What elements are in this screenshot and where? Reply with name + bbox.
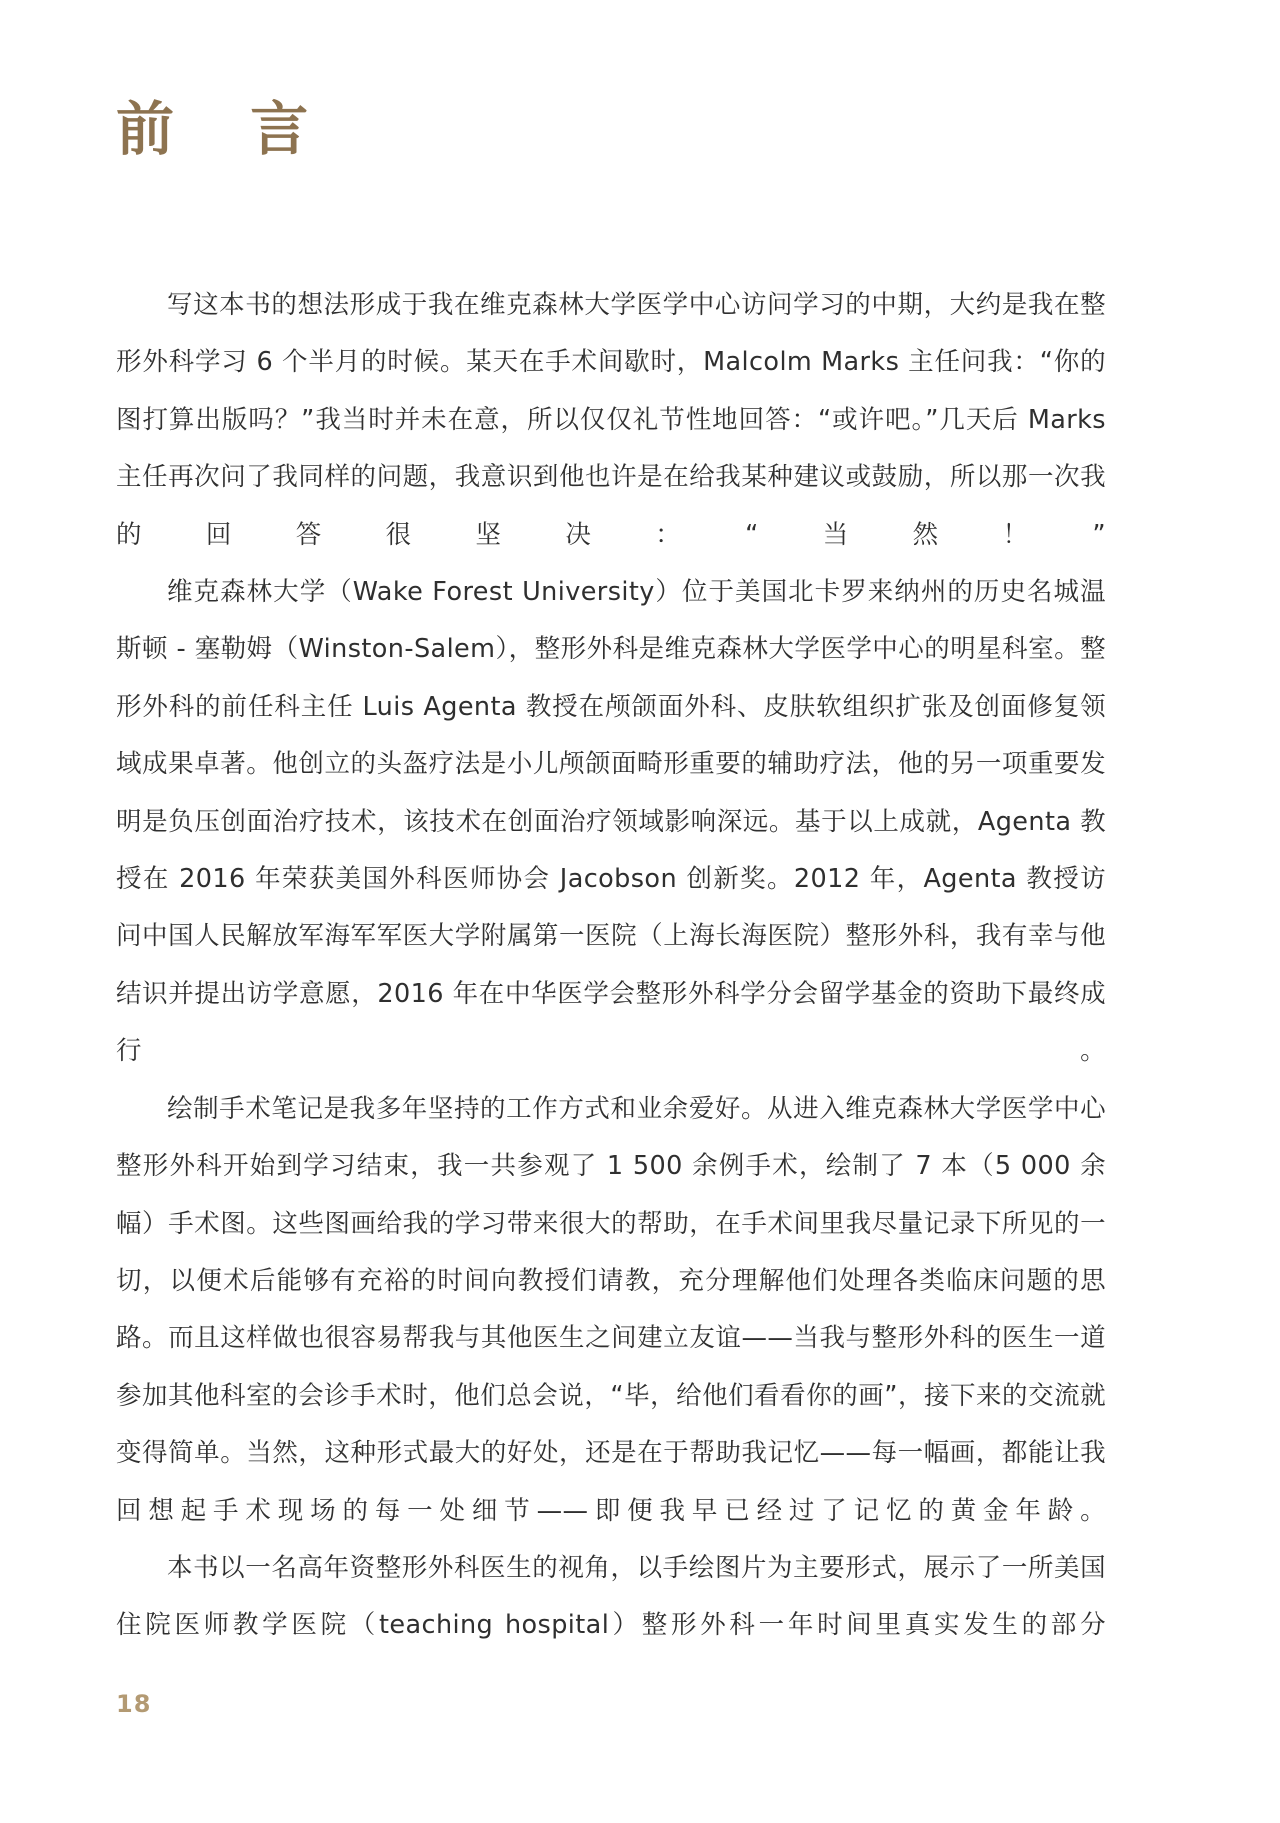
paragraph-4: 本书以一名高年资整形外科医生的视角，以手绘图片为主要形式，展示了一所美国住院医师教学医院（teaching hospital）整形外科一年时间里真实发生的部分 [116,1552,1106,1641]
paragraph-3: 绘制手术笔记是我多年坚持的工作方式和业余爱好。从进入维克森林大学医学中心整形外科开始到学习结束，我一共参观了 1 500 余例手术，绘制了 7 本（5 000 余幅）手术图。这些图画给我的学习带来很大的帮助，在手术间里我尽量记录下所见的一切，以便术后能够有充裕的时间向教授们请教，充分理解他们处理各类临床问题的思路。而且这样做也很容易帮我与其他医生之间建立友谊——当我与整形外科的医生一道参加其他科室的会诊手术时，他们总会说，“毕，给他们看看你的画”，接下来的交流就变得简单。当然，这种形式最大的好处，还是在于帮助我记忆——每一幅画，都能让我回想起手术现场的每一处细节——即便我早已经过了记忆的黄金年龄。 [116,1093,1106,1526]
paragraph-2: 维克森林大学（Wake Forest University）位于美国北卡罗来纳州的历史名城温斯顿 - 塞勒姆（Winston-Salem），整形外科是维克森林大学医学中心的明星科室。整形外科的前任科主任 Luis Agenta 教授在颅颌面外科、皮肤软组织扩张及创面修复领域成果卓著。他创立的头盔疗法是小儿颅颌面畸形重要的辅助疗法，他的另一项重要发明是负压创面治疗技术，该技术在创面治疗领域影响深远。基于以上成就，Agenta 教授在 2016 年荣获美国外科医师协会 Jacobson 创新奖。2012 年，Agenta 教授访问中国人民解放军海军军医大学附属第一医院（上海长海医院）整形外科，我有幸与他结识并提出访学意愿，2016 年在中华医学会整形外科学分会留学基金的资助下最终成行。 [116,577,1106,1067]
page-number: 18 [116,1690,152,1718]
paragraph-1: 写这本书的想法形成于我在维克森林大学医学中心访问学习的中期，大约是我在整形外科学习 6 个半月的时候。某天在手术间歇时，Malcolm Marks 主任问我：“你的图打算出版吗？”我当时并未在意，所以仅仅礼节性地回答：“或许吧。”几天后 Marks 主任再次问了我同样的问题，我意识到他也许是在给我某种建议或鼓励，所以那一次我的回答很坚决：“当然！” [116,290,1106,550]
body-text [116,277,1106,1655]
page-title: 前 言 [116,95,337,163]
